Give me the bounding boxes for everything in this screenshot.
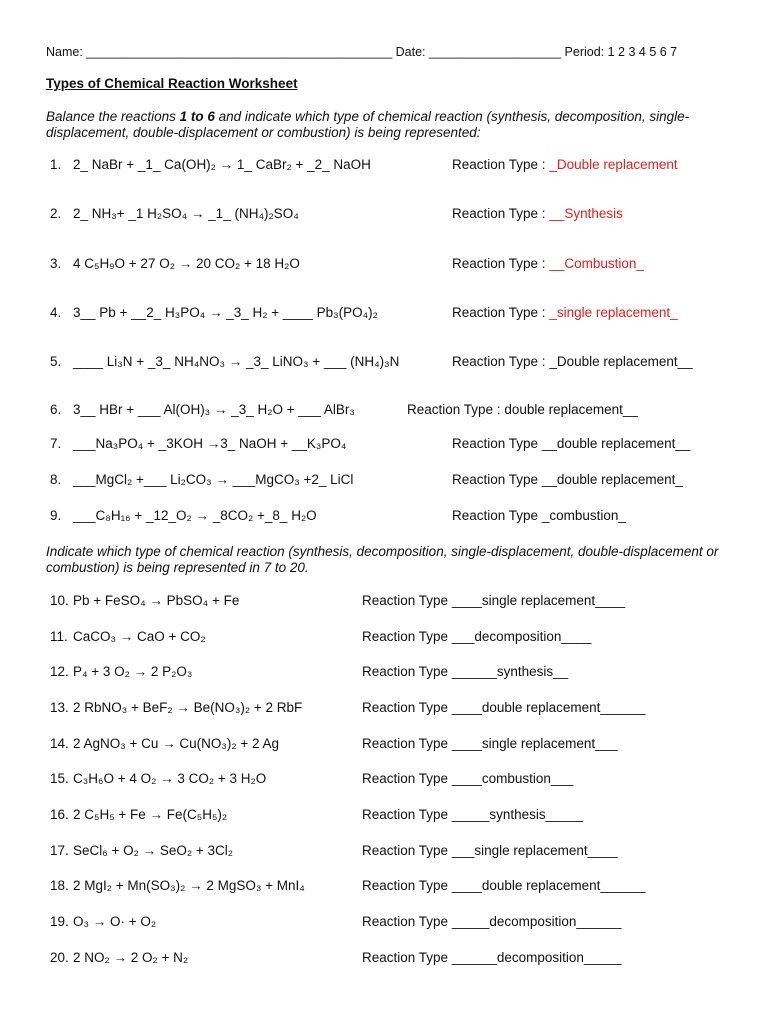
reaction-type (452, 508, 626, 523)
reaction-type-label: Reaction Type : (452, 206, 550, 221)
reaction-type-answer: ____single replacement____ (451, 593, 626, 608)
reaction-type (362, 807, 583, 822)
reaction-type-label: Reaction Type (362, 807, 452, 822)
problem-row (0, 157, 768, 177)
problem-number: 18. (50, 878, 69, 893)
instructions-part2: Indicate which type of chemical reaction (synthesis, decomposition, single-displacement, double-displacement or combustion) is being represented in 7 to 20. (46, 544, 719, 575)
reaction-type-label: Reaction Type (362, 771, 452, 786)
problem-equation: 2_ NH₃+ _1 H₂SO₄ → _1_ (NH₄)₂SO₄ (73, 206, 299, 221)
reaction-type (362, 736, 618, 751)
problem-equation: 2 MgI₂ + Mn(SO₃)₂ → 2 MgSO₃ + MnI₄ (73, 878, 305, 893)
reaction-type-label: Reaction Type (362, 736, 452, 751)
problem-equation: P₄ + 3 O₂ → 2 P₂O₃ (73, 664, 193, 679)
problem-row (0, 593, 768, 613)
reaction-type-answer: double replacement__ (504, 402, 638, 417)
problem-equation: SeCl₆ + O₂ → SeO₂ + 3Cl₂ (73, 843, 233, 858)
problem-number: 4. (50, 305, 62, 320)
reaction-type (362, 950, 621, 965)
reaction-type-label: Reaction Type (362, 664, 452, 679)
reaction-type-answer: _____decomposition______ (451, 914, 622, 929)
problem-row (0, 736, 768, 756)
reaction-type (452, 256, 644, 271)
reaction-type-answer: ____double replacement______ (451, 878, 646, 893)
problem-number: 16. (50, 807, 69, 822)
problem-number: 1. (50, 157, 62, 172)
problem-number: 20. (50, 950, 69, 965)
reaction-type (452, 354, 693, 369)
reaction-type-answer: ____double replacement______ (451, 700, 646, 715)
problem-equation: C₃H₆O + 4 O₂ → 3 CO₂ + 3 H₂O (73, 771, 267, 786)
instructions-part1 (46, 109, 726, 141)
problem-row (0, 354, 768, 374)
problem-equation: ___MgCl₂ +___ Li₂CO₃ → ___MgCO₃ +2_ LiCl (73, 472, 354, 487)
problem-equation: 2_ NaBr + _1_ Ca(OH)₂ → 1_ CaBr₂ + _2_ NaOH (73, 157, 371, 172)
problem-row (0, 807, 768, 827)
reaction-type (362, 914, 621, 929)
problem-number: 8. (50, 472, 62, 487)
reaction-type-label: Reaction Type : (452, 157, 550, 172)
problem-number: 9. (50, 508, 62, 523)
reaction-type-label: Reaction Type (362, 843, 452, 858)
reaction-type-answer: _combustion_ (541, 508, 626, 523)
problem-row (0, 771, 768, 791)
reaction-type-answer: ____single replacement___ (451, 736, 618, 751)
problem-row (0, 508, 768, 528)
reaction-type-answer: ______synthesis__ (451, 664, 569, 679)
reaction-type-label: Reaction Type (362, 878, 452, 893)
reaction-type-label: Reaction Type (452, 472, 542, 487)
reaction-type-answer: ___single replacement____ (451, 843, 618, 858)
reaction-type (362, 771, 573, 786)
problem-equation: 2 RbNO₃ + BeF₂ → Be(NO₃)₂ + 2 RbF (73, 700, 303, 715)
problem-number: 6. (50, 402, 62, 417)
problem-number: 3. (50, 256, 62, 271)
problem-number: 5. (50, 354, 62, 369)
problem-equation: 2 C₅H₅ + Fe → Fe(C₅H₅)₂ (73, 807, 228, 822)
problem-row (0, 436, 768, 456)
problem-number: 2. (50, 206, 62, 221)
problem-row (0, 950, 768, 970)
problem-row (0, 700, 768, 720)
reaction-type-answer: ___decomposition____ (451, 629, 592, 644)
reaction-type (452, 436, 690, 451)
problem-row (0, 402, 768, 422)
problem-number: 11. (50, 629, 68, 644)
problem-equation: ___Na₃PO₄ + _3KOH →3_ NaOH + __K₃PO₄ (73, 436, 347, 451)
reaction-type (362, 664, 568, 679)
reaction-type-answer: _Double replacement__ (549, 354, 693, 369)
problem-equation: Pb + FeSO₄ → PbSO₄ + Fe (73, 593, 240, 608)
reaction-type-answer: ______decomposition_____ (451, 950, 622, 965)
reaction-type (362, 878, 645, 893)
reaction-type-label: Reaction Type : (452, 354, 550, 369)
reaction-type-label: Reaction Type (452, 508, 542, 523)
instructions-pre: Balance the reactions (46, 109, 180, 124)
problem-row (0, 914, 768, 934)
instructions-post: and indicate which type of chemical reaction (synthesis, decomposition, single-displacement, double-displacement or combustion) is being represented: (46, 109, 690, 140)
problem-row (0, 305, 768, 325)
problem-row (0, 256, 768, 276)
reaction-type (452, 305, 678, 320)
problem-equation: 2 NO₂ → 2 O₂ + N₂ (73, 950, 189, 965)
problem-number: 13. (50, 700, 69, 715)
reaction-type-answer: __double replacement_ (541, 472, 683, 487)
worksheet-title: Types of Chemical Reaction Worksheet (46, 76, 298, 91)
reaction-type (452, 206, 623, 221)
problem-equation: O₃ → O· + O₂ (73, 914, 157, 929)
problem-equation: ___C₈H₁₆ + _12_O₂ → _8CO₂ +_8_ H₂O (73, 508, 317, 523)
instructions-bold-range: 1 to 6 (179, 109, 215, 124)
reaction-type-answer: __Combustion_ (549, 256, 644, 271)
reaction-type-label: Reaction Type : (407, 402, 505, 417)
reaction-type (452, 472, 683, 487)
problem-row (0, 878, 768, 898)
reaction-type (362, 629, 591, 644)
problem-number: 14. (50, 736, 69, 751)
reaction-type-answer: __double replacement__ (541, 436, 691, 451)
problem-number: 12. (50, 664, 69, 679)
reaction-type-label: Reaction Type : (452, 256, 550, 271)
problem-equation: 2 AgNO₃ + Cu → Cu(NO₃)₂ + 2 Ag (73, 736, 280, 751)
problem-equation: ____ Li₃N + _3_ NH₄NO₃ → _3_ LiNO₃ + ___ (NH₄)₃N (73, 354, 400, 369)
reaction-type (362, 593, 625, 608)
problem-number: 17. (50, 843, 69, 858)
reaction-type-answer: ____combustion___ (451, 771, 574, 786)
problem-row (0, 664, 768, 684)
problem-equation: 3__ Pb + __2_ H₃PO₄ → _3_ H₂ + ____ Pb₃(PO₄)₂ (73, 305, 378, 320)
reaction-type-label: Reaction Type (362, 950, 452, 965)
problem-equation: CaCO₃ → CaO + CO₂ (73, 629, 206, 644)
problem-equation: 4 C₅H₉O + 27 O₂ → 20 CO₂ + 18 H₂O (73, 256, 300, 271)
problem-number: 10. (50, 593, 69, 608)
problem-equation: 3__ HBr + ___ Al(OH)₃ → _3_ H₂O + ___ AlBr₃ (73, 402, 355, 417)
reaction-type-answer: __Synthesis (549, 206, 623, 221)
reaction-type-answer: _Double replacement (549, 157, 678, 172)
problem-row (0, 843, 768, 863)
problem-row (0, 206, 768, 226)
reaction-type (407, 402, 638, 417)
reaction-type-answer: _single replacement_ (549, 305, 678, 320)
reaction-type (362, 700, 645, 715)
problem-row (0, 629, 768, 649)
reaction-type (362, 843, 618, 858)
problem-row (0, 472, 768, 492)
reaction-type-answer: _____synthesis_____ (451, 807, 584, 822)
reaction-type-label: Reaction Type (362, 593, 452, 608)
reaction-type-label: Reaction Type (452, 436, 542, 451)
reaction-type-label: Reaction Type (362, 629, 452, 644)
reaction-type-label: Reaction Type : (452, 305, 550, 320)
reaction-type-label: Reaction Type (362, 700, 452, 715)
reaction-type (452, 157, 678, 172)
problem-number: 15. (50, 771, 69, 786)
problem-number: 7. (50, 436, 62, 451)
problem-number: 19. (50, 914, 69, 929)
header-fields: Name: ____________________________________________ Date: ___________________ Period: 1 2 3 4 5 6 7 (46, 45, 678, 59)
reaction-type-label: Reaction Type (362, 914, 452, 929)
